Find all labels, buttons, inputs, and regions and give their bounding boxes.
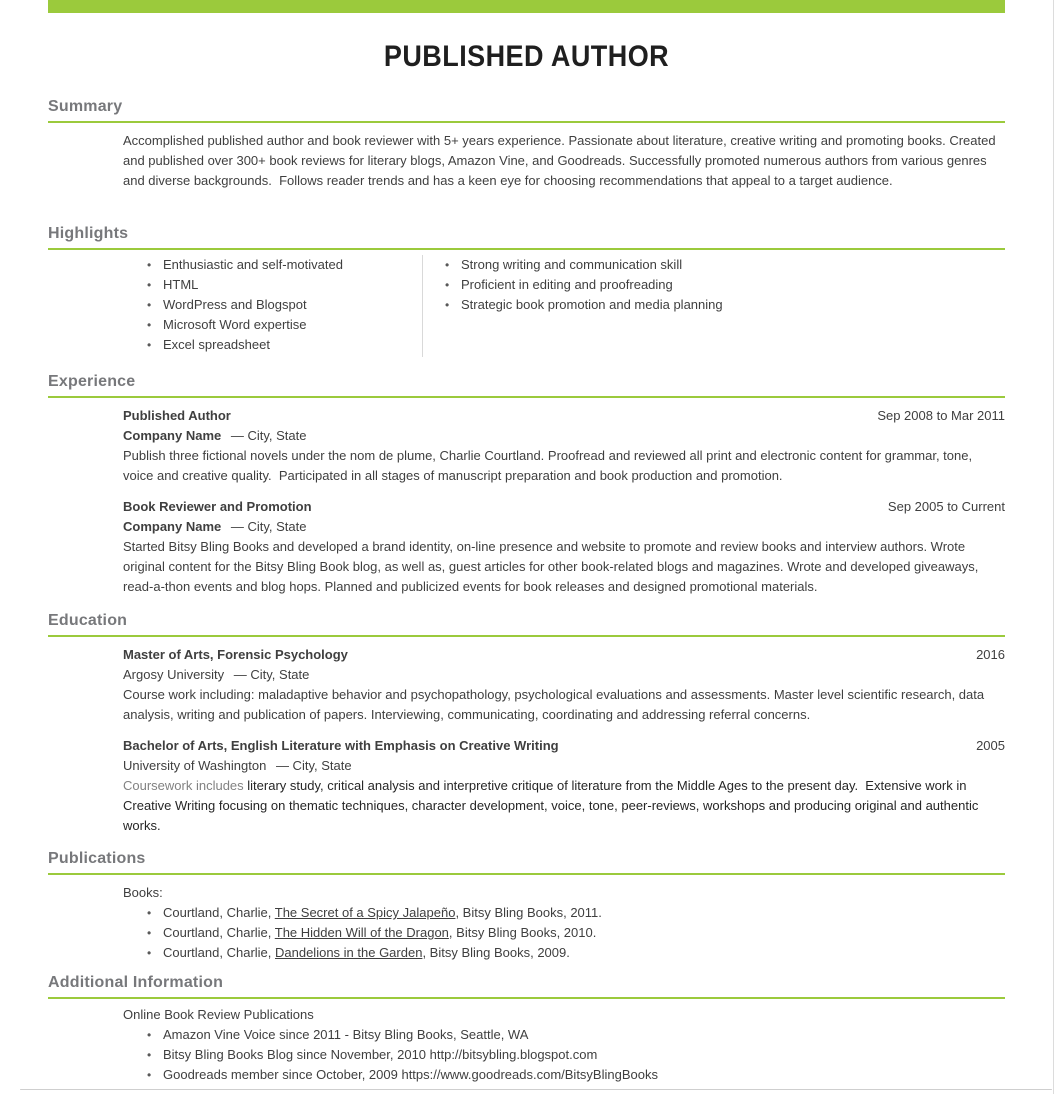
book-citation: , Bitsy Bling Books, 2011. — [455, 905, 602, 920]
job-location: — City, State — [230, 519, 307, 534]
publications-label: Books: — [123, 885, 163, 900]
job-entry — [123, 497, 1005, 597]
book-title: The Hidden Will of the Dragon — [274, 925, 449, 940]
page-right-edge — [1053, 0, 1054, 1094]
highlight-item: • Strategic book promotion and media planning — [445, 295, 1005, 315]
section-publications — [48, 849, 1005, 963]
section-education — [48, 611, 1005, 836]
degree: Master of Arts, Forensic Psychology — [123, 647, 348, 662]
highlights-heading: Highlights — [48, 224, 1005, 250]
job-title: Published Author — [123, 408, 231, 423]
additional-item: • Goodreads member since October, 2009 https://www.goodreads.com/BitsyBlingBooks — [123, 1065, 1005, 1085]
additional-list — [123, 1025, 1005, 1085]
highlights-list-right — [423, 255, 1005, 357]
section-summary — [48, 97, 1005, 191]
book-author: Courtland, Charlie, — [163, 905, 275, 920]
highlight-item: • WordPress and Blogspot — [123, 295, 422, 315]
job-dates: Sep 2005 to Current — [887, 499, 1005, 514]
school-location: — City, State — [275, 758, 352, 773]
job-title: Book Reviewer and Promotion — [123, 499, 312, 514]
books-list — [123, 903, 1005, 963]
section-experience — [48, 372, 1005, 597]
book-title: The Secret of a Spicy Jalapeño — [274, 905, 456, 920]
page-bottom-edge — [20, 1089, 1052, 1090]
highlight-item: • Proficient in editing and proofreading — [445, 275, 1005, 295]
education-description-main: literary study, critical analysis and interpretive critique of literature from the Middle Ages to the present day. Extensive work in Creative Writing focusing on thematic techniques, character development, voice, tone, peer-reviews, workshops and producing original and authentic works. — [123, 778, 982, 833]
section-highlights — [48, 224, 1005, 357]
education-heading: Education — [48, 611, 1005, 637]
highlight-item: • Strong writing and communication skill — [445, 255, 1005, 275]
school-name: University of Washington — [123, 758, 267, 773]
publications-heading: Publications — [48, 849, 1005, 875]
school-location: — City, State — [233, 667, 310, 682]
education-description-prefix: Coursework includes — [123, 778, 248, 793]
school-name: Argosy University — [123, 667, 225, 682]
additional-item: • Amazon Vine Voice since 2011 - Bitsy Bling Books, Seattle, WA — [123, 1025, 1005, 1045]
book-title: Dandelions in the Garden — [275, 945, 423, 960]
job-dates: Sep 2008 to Mar 2011 — [877, 408, 1005, 423]
company-name: Company Name — [123, 428, 222, 443]
book-item — [123, 903, 1005, 923]
job-description: Started Bitsy Bling Books and developed a brand identity, on-line presence and website to promote and review books and interview authors. Wrote original content for the Bitsy Bling Book blog, as well as, guest articles for other book-related blogs and magazines. Wrote and developed giveaways, read-a-thon events and blog hops. Planned and publicized events for book releases and designed promotional materials. — [123, 539, 982, 594]
graduation-year: 2005 — [976, 738, 1005, 753]
book-citation: , Bitsy Bling Books, 2009. — [422, 945, 570, 960]
additional-heading: Additional Information — [48, 973, 1005, 999]
education-description — [123, 685, 1005, 725]
book-author: Courtland, Charlie, — [163, 925, 275, 940]
education-description — [123, 776, 1005, 836]
graduation-year: 2016 — [976, 647, 1005, 662]
job-entry — [123, 406, 1005, 486]
education-entry — [123, 645, 1005, 725]
highlight-item: • Excel spreadsheet — [123, 335, 422, 355]
highlight-item: • Microsoft Word expertise — [123, 315, 422, 335]
education-entry — [123, 736, 1005, 836]
summary-text: Accomplished published author and book reviewer with 5+ years experience. Passionate about literature, creative writing and promoting books. Created and published over 300+ book reviews for literary blogs, Amazon Vine, and Goodreads. Successfully promoted numerous authors from various genres and diverse backgrounds. Follows reader trends and has a keen eye for choosing recommendations that appeal to a target audience. — [123, 133, 1000, 188]
additional-item: • Bitsy Bling Books Blog since November, 2010 http://bitsybling.blogspot.com — [123, 1045, 1005, 1065]
highlight-item: • HTML — [123, 275, 422, 295]
summary-heading: Summary — [48, 97, 1005, 123]
additional-label: Online Book Review Publications — [123, 1007, 314, 1022]
resume-title: PUBLISHED AUTHOR — [383, 40, 670, 73]
highlights-columns — [123, 255, 1005, 357]
company-name: Company Name — [123, 519, 222, 534]
resume-document — [48, 0, 1005, 1085]
job-description: Publish three fictional novels under the nom de plume, Charlie Courtland. Proofread and reviewed all print and electronic content for grammar, tone, voice and creative quality. Participated in all stages of manuscript preparation and book production and promotion. — [123, 448, 976, 483]
book-author: Courtland, Charlie, — [163, 945, 275, 960]
top-accent-bar — [48, 0, 1005, 13]
book-item — [123, 943, 1005, 963]
section-additional-information — [48, 973, 1005, 1085]
highlight-item: • Enthusiastic and self-motivated — [123, 255, 422, 275]
highlights-list-left — [123, 255, 423, 357]
education-description-main: Course work including: maladaptive behavior and psychopathology, psychological evaluations and assessments. Master level scientific research, data analysis, writing and publication of papers. Interviewing, communicating, coordinating and addressing referral concerns. — [123, 687, 988, 722]
book-citation: , Bitsy Bling Books, 2010. — [448, 925, 597, 940]
job-location: — City, State — [230, 428, 307, 443]
experience-heading: Experience — [48, 372, 1005, 398]
degree: Bachelor of Arts, English Literature with Emphasis on Creative Writing — [123, 738, 559, 753]
book-item — [123, 923, 1005, 943]
